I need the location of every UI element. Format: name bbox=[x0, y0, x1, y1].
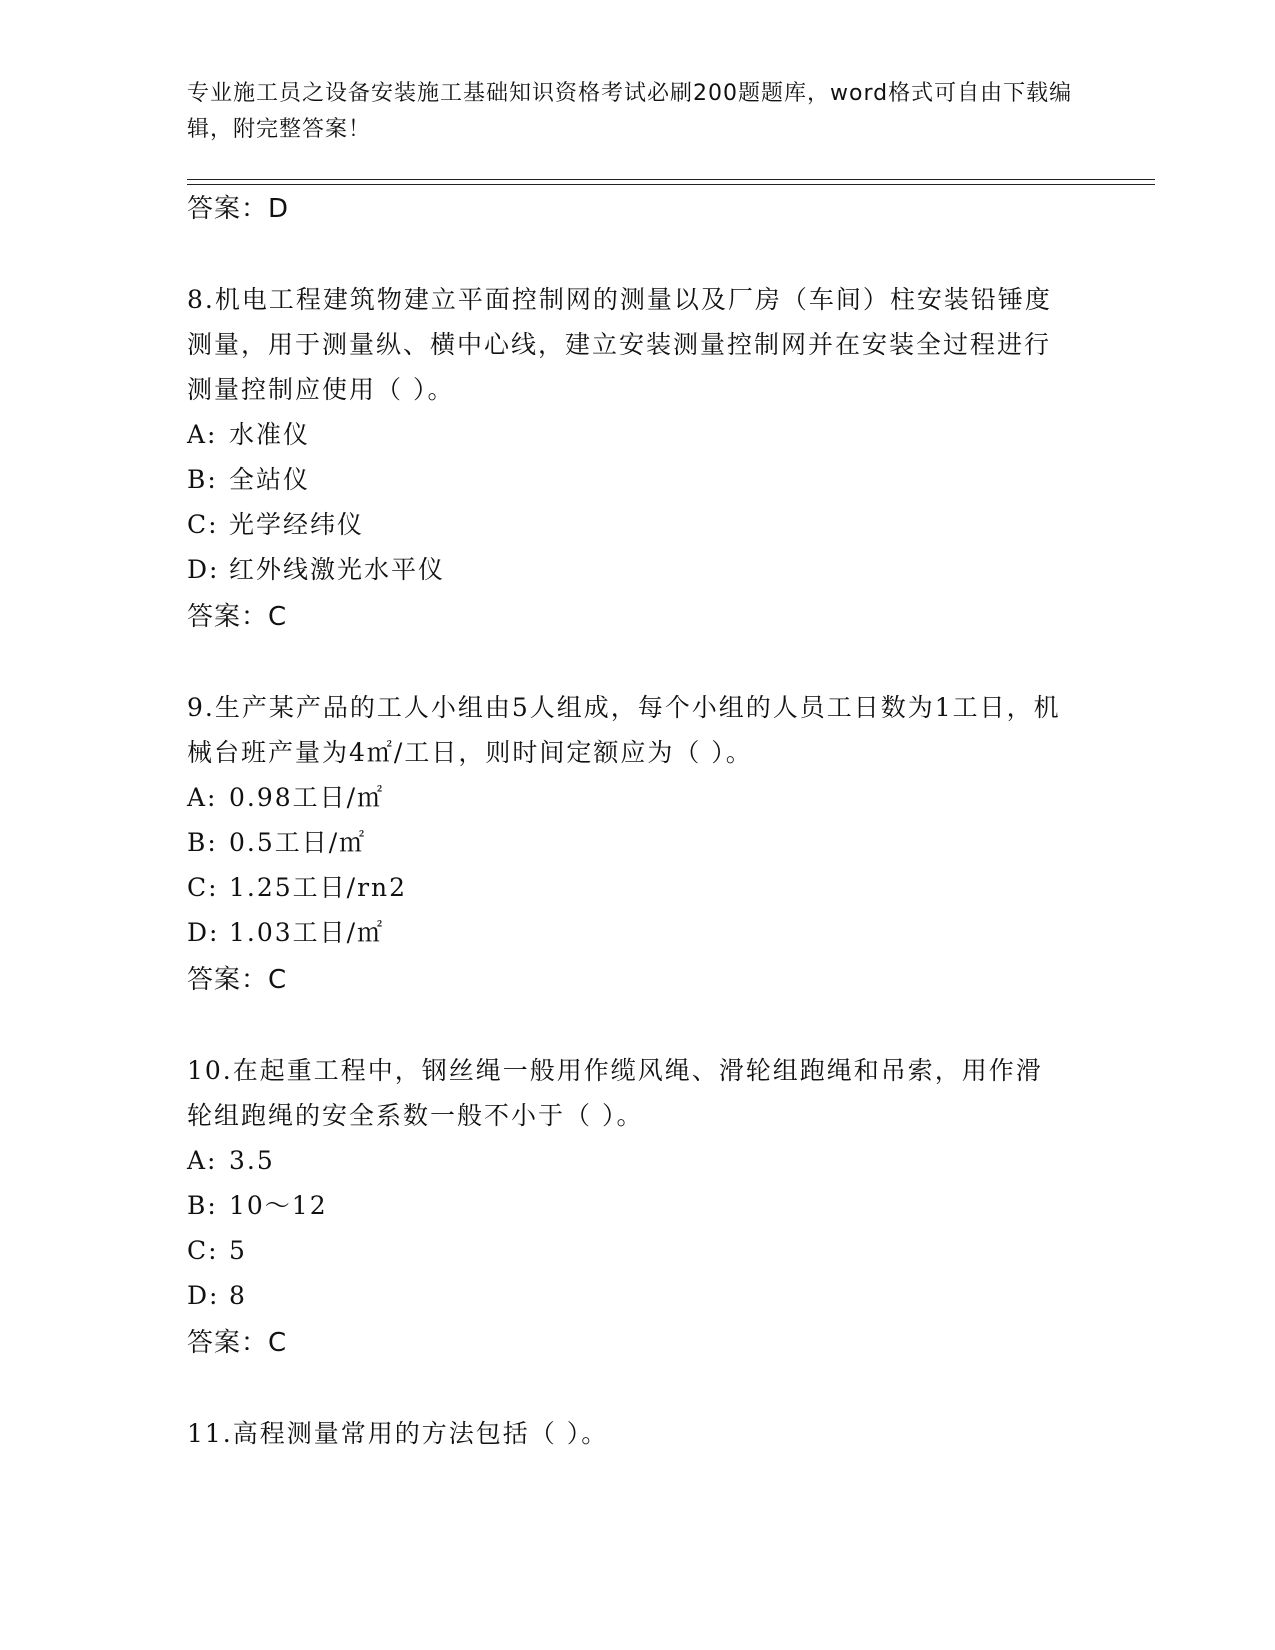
option-key: C: bbox=[187, 873, 219, 902]
question-item bbox=[187, 1048, 1067, 1362]
option-text: 水准仪 bbox=[229, 420, 311, 449]
option-text: 0.5工日/㎡ bbox=[229, 828, 367, 857]
question-stem: 8.机电工程建筑物建立平面控制网的测量以及厂房（车间）柱安装铅锤度测量，用于测量纵、横中心线，建立安装测量控制网并在安装全过程进行测量控制应使用（ ）。 bbox=[187, 285, 1052, 404]
option-text: 8 bbox=[229, 1281, 247, 1310]
question-stem: 11.高程测量常用的方法包括（ ）。 bbox=[187, 1419, 609, 1448]
question-item bbox=[187, 1411, 1067, 1456]
option-b bbox=[187, 1183, 1067, 1228]
answer-line: 答案：C bbox=[187, 1328, 288, 1358]
question-item bbox=[187, 277, 1067, 636]
option-key: B: bbox=[187, 465, 218, 494]
option-text: 5 bbox=[229, 1236, 247, 1265]
option-key: C: bbox=[187, 510, 219, 539]
option-key: A: bbox=[187, 1146, 218, 1175]
question-list bbox=[187, 190, 1067, 1456]
option-c bbox=[187, 502, 1067, 547]
question-stem: 9.生产某产品的工人小组由5人组成，每个小组的人员工日数为1工日，机械台班产量为4㎡/工日，则时间定额应为（ ）。 bbox=[187, 693, 1061, 767]
option-text: 全站仪 bbox=[229, 465, 311, 494]
option-text: 3.5 bbox=[229, 1146, 275, 1175]
header-rule-bottom bbox=[187, 184, 1155, 185]
option-a bbox=[187, 1138, 1067, 1183]
option-text: 0.98工日/㎡ bbox=[229, 783, 385, 812]
option-key: A: bbox=[187, 783, 218, 812]
option-d bbox=[187, 547, 1067, 592]
option-text: 1.25工日/rn2 bbox=[229, 873, 408, 902]
option-key: C: bbox=[187, 1236, 219, 1265]
option-key: D: bbox=[187, 555, 220, 584]
option-b bbox=[187, 457, 1067, 502]
option-d bbox=[187, 910, 1067, 955]
option-c bbox=[187, 865, 1067, 910]
option-text: 1.03工日/㎡ bbox=[229, 918, 385, 947]
option-text: 红外线激光水平仪 bbox=[229, 555, 446, 584]
option-c bbox=[187, 1228, 1067, 1273]
answer-line: 答案：C bbox=[187, 965, 288, 995]
option-key: A: bbox=[187, 420, 218, 449]
header-rule-top bbox=[187, 179, 1155, 180]
option-b bbox=[187, 820, 1067, 865]
option-d bbox=[187, 1273, 1067, 1318]
option-a bbox=[187, 775, 1067, 820]
question-item bbox=[187, 685, 1067, 999]
option-key: B: bbox=[187, 1191, 218, 1220]
option-a bbox=[187, 412, 1067, 457]
option-key: B: bbox=[187, 828, 218, 857]
answer-line: 答案：D bbox=[187, 194, 290, 224]
document-header: 专业施工员之设备安装施工基础知识资格考试必刷200题题库，word格式可自由下载编辑，附完整答案！ bbox=[187, 81, 1073, 142]
question-stem: 10.在起重工程中，钢丝绳一般用作缆风绳、滑轮组跑绳和吊索，用作滑轮组跑绳的安全系数一般不小于（ ）。 bbox=[187, 1056, 1043, 1130]
option-key: D: bbox=[187, 918, 220, 947]
option-key: D: bbox=[187, 1281, 220, 1310]
option-text: 光学经纬仪 bbox=[229, 510, 365, 539]
option-text: 10～12 bbox=[229, 1191, 328, 1220]
answer-line: 答案：C bbox=[187, 602, 288, 632]
